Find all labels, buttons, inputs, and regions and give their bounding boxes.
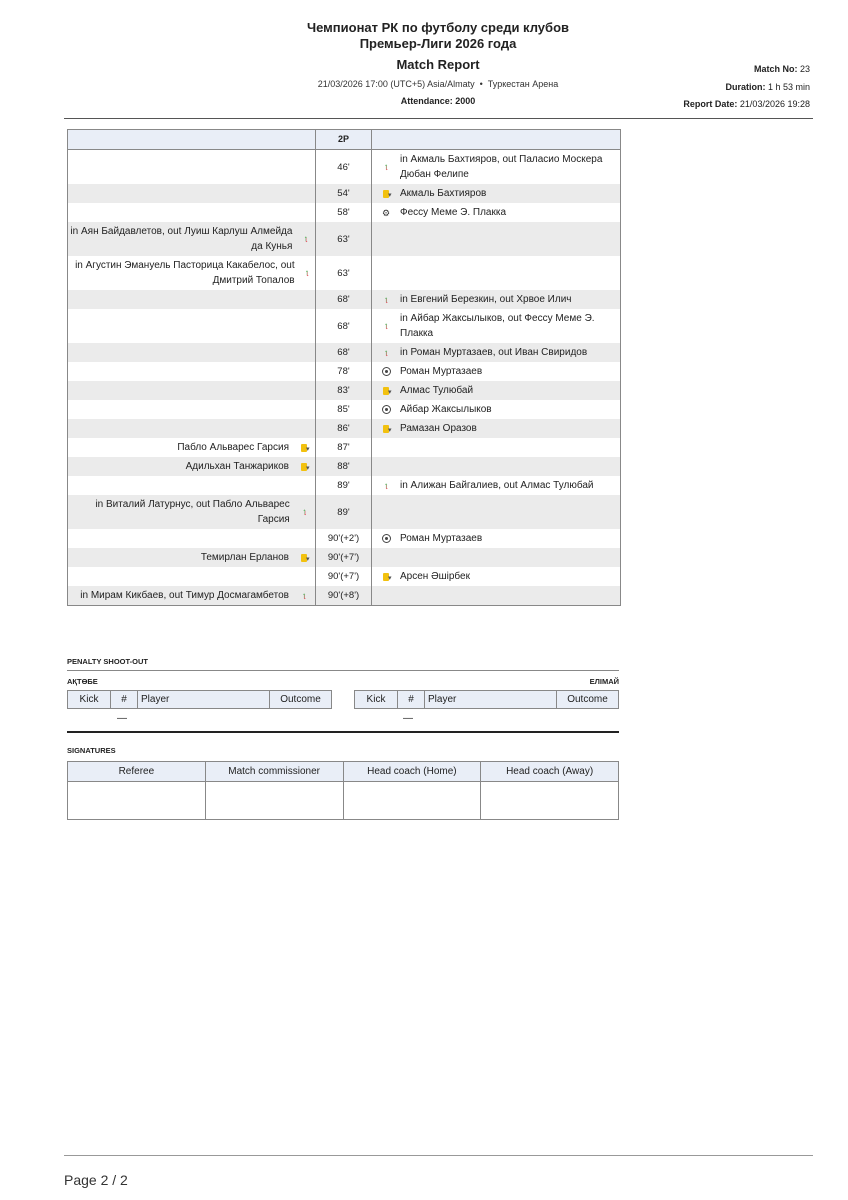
venue: Туркестан Арена — [487, 79, 559, 89]
competition-title — [238, 20, 638, 52]
event-away-cell — [372, 184, 620, 203]
event-row — [68, 548, 620, 567]
event-home-icon-slot — [296, 234, 315, 244]
event-home-icon-slot — [299, 268, 315, 278]
event-away-text: Алмас Тулюбай — [400, 385, 474, 396]
col-number: # — [398, 691, 425, 709]
event-row — [68, 529, 620, 548]
event-row — [68, 150, 620, 184]
event-home-cell — [68, 548, 315, 567]
event-row — [68, 290, 620, 309]
page-number: Page 2 / 2 — [64, 1172, 128, 1188]
substitution-icon: ↑ ↓ — [299, 507, 309, 517]
event-row — [68, 256, 620, 290]
event-away-icon-slot — [372, 425, 400, 433]
yellow-card-icon — [383, 190, 389, 198]
event-away-icon-slot — [372, 208, 400, 218]
event-away-cell — [372, 529, 620, 548]
report-subtitle: Match Report — [396, 57, 480, 72]
match-no — [754, 64, 810, 74]
event-row — [68, 381, 620, 400]
event-away-cell — [372, 495, 620, 529]
event-away-cell — [372, 476, 620, 495]
event-home-icon-slot — [293, 444, 315, 452]
attendance-label: Attendance: — [400, 96, 453, 106]
duration-value: 1 h 53 min — [767, 82, 810, 92]
event-home-icon-slot — [293, 554, 315, 562]
col-player: Player — [425, 691, 557, 709]
substitution-icon: ↑ ↓ — [301, 234, 311, 244]
event-away-text: in Алижан Байгалиев, out Алмас Тулюбай — [400, 480, 594, 491]
substitution-icon: ↑ ↓ — [381, 348, 391, 358]
event-row — [68, 438, 620, 457]
event-minute: 85' — [315, 400, 372, 419]
sig-referee-header: Referee — [68, 762, 206, 782]
event-away-icon-slot — [372, 573, 400, 581]
event-home-cell — [68, 150, 315, 184]
event-row — [68, 203, 620, 222]
substitution-icon: ↑ ↓ — [381, 162, 391, 172]
report-date-label: Report Date: — [683, 99, 738, 109]
event-minute: 90'(+2') — [315, 529, 372, 548]
separator: • — [479, 79, 483, 89]
yellow-card-icon — [383, 573, 389, 581]
event-home-text: Пабло Альварес Гарсия — [177, 442, 289, 453]
event-home-cell — [68, 309, 315, 343]
event-home-text: in Виталий Латурнус, out Пабло Альварес Гарсия — [95, 499, 290, 525]
event-away-text: Роман Муртазаев — [400, 533, 483, 544]
event-away-cell — [372, 343, 620, 362]
title-line-2: Премьер-Лиги 2026 года — [359, 36, 517, 51]
goal-icon — [382, 405, 391, 414]
sig-commissioner-header: Match commissioner — [205, 762, 343, 782]
goal-icon — [382, 534, 391, 543]
event-row — [68, 222, 620, 256]
match-events-table — [67, 129, 621, 606]
event-minute: 46' — [315, 150, 372, 184]
col-outcome: Outcome — [270, 691, 332, 709]
var-review-icon: ⚙ — [381, 207, 391, 218]
yellow-card-icon — [301, 463, 307, 471]
event-row — [68, 457, 620, 476]
event-away-cell — [372, 203, 620, 222]
event-away-text: in Акмаль Бахтияров, out Паласио Москера Дюбан Фелипе — [400, 154, 603, 180]
event-away-cell — [372, 438, 620, 457]
event-away-cell — [372, 256, 620, 290]
event-minute: 83' — [315, 381, 372, 400]
substitution-icon: ↑ ↓ — [302, 268, 312, 278]
event-home-cell — [68, 476, 315, 495]
sig-home-coach-header: Head coach (Home) — [343, 762, 481, 782]
event-home-text: Адильхан Танжариков — [185, 461, 289, 472]
match-no-value: 23 — [799, 64, 810, 74]
penalty-divider — [67, 670, 619, 671]
period-label: 2P — [315, 130, 372, 149]
goal-icon — [382, 367, 391, 376]
sig-away-coach-field — [481, 782, 619, 820]
yellow-card-icon — [383, 425, 389, 433]
event-home-icon-slot — [294, 507, 315, 517]
event-home-cell — [68, 586, 315, 605]
event-home-cell — [68, 457, 315, 476]
sig-away-coach-header: Head coach (Away) — [481, 762, 619, 782]
event-home-cell — [68, 256, 315, 290]
substitution-icon: ↑ ↓ — [381, 481, 391, 491]
event-home-cell — [68, 362, 315, 381]
substitution-icon: ↑ ↓ — [381, 295, 391, 305]
penalty-home-empty: — — [117, 713, 127, 724]
match-datetime-venue — [238, 79, 638, 89]
duration — [725, 82, 810, 92]
yellow-card-icon — [301, 554, 307, 562]
event-row — [68, 567, 620, 586]
event-away-cell — [372, 567, 620, 586]
report-header — [0, 0, 848, 120]
signatures-table — [67, 761, 619, 820]
event-minute: 63' — [315, 222, 372, 256]
event-minute: 68' — [315, 343, 372, 362]
event-minute: 58' — [315, 203, 372, 222]
event-minute: 88' — [315, 457, 372, 476]
match-datetime: 21/03/2026 17:00 (UTC+5) Asia/Almaty — [317, 79, 475, 89]
event-row — [68, 419, 620, 438]
event-home-cell — [68, 184, 315, 203]
sig-referee-field — [68, 782, 206, 820]
event-home-text: in Мирам Кикбаев, out Тимур Досмагамбетов — [80, 590, 289, 601]
col-kick: Kick — [355, 691, 398, 709]
event-away-text: in Айбар Жаксылыков, out Фессу Меме Э. Плакка — [400, 313, 595, 339]
event-away-text: Айбар Жаксылыков — [400, 404, 492, 415]
event-away-text: in Роман Муртазаев, out Иван Свиридов — [400, 347, 588, 358]
event-home-cell — [68, 203, 315, 222]
event-away-text: Арсен Әшірбек — [400, 571, 470, 582]
event-away-cell — [372, 309, 620, 343]
event-away-icon-slot — [372, 481, 400, 491]
col-number: # — [111, 691, 138, 709]
event-minute: 89' — [315, 495, 372, 529]
event-away-cell — [372, 222, 620, 256]
event-home-text: Темирлан Ерланов — [200, 552, 289, 563]
event-home-cell — [68, 529, 315, 548]
event-away-cell — [372, 586, 620, 605]
event-home-cell — [68, 222, 315, 256]
duration-label: Duration: — [725, 82, 766, 92]
penalty-home-team: АҚТӨБЕ — [67, 677, 98, 686]
match-no-label: Match No: — [753, 64, 798, 74]
event-row — [68, 309, 620, 343]
event-home-cell — [68, 381, 315, 400]
attendance-value: 2000 — [455, 96, 476, 106]
event-away-text: in Евгений Березкин, out Хрвое Илич — [400, 294, 572, 305]
event-home-icon-slot — [293, 463, 315, 471]
event-row — [68, 495, 620, 529]
event-row — [68, 400, 620, 419]
event-away-cell — [372, 419, 620, 438]
col-player: Player — [138, 691, 270, 709]
event-away-icon-slot — [372, 321, 400, 331]
event-home-cell — [68, 419, 315, 438]
event-home-cell — [68, 567, 315, 586]
col-kick: Kick — [68, 691, 111, 709]
event-away-text: Роман Муртазаев — [400, 366, 483, 377]
event-away-cell — [372, 150, 620, 184]
event-away-text: Фессу Меме Э. Плакка — [400, 207, 507, 218]
substitution-icon: ↑ ↓ — [381, 321, 391, 331]
event-row — [68, 586, 620, 605]
header-divider — [64, 118, 813, 119]
event-minute: 63' — [315, 256, 372, 290]
sig-home-coach-field — [343, 782, 481, 820]
event-home-cell — [68, 343, 315, 362]
sig-commissioner-field — [205, 782, 343, 820]
event-home-text: in Аян Байдавлетов, out Луиш Карлуш Алмейда да Кунья — [70, 226, 293, 252]
col-outcome: Outcome — [557, 691, 619, 709]
penalty-away-empty: — — [403, 713, 413, 724]
event-minute: 90'(+7') — [315, 567, 372, 586]
event-home-cell — [68, 495, 315, 529]
event-home-cell — [68, 400, 315, 419]
event-row — [68, 362, 620, 381]
penalty-section-title: PENALTY SHOOT-OUT — [67, 657, 148, 666]
event-row — [68, 184, 620, 203]
event-away-icon-slot — [372, 387, 400, 395]
event-away-icon-slot — [372, 190, 400, 198]
event-minute: 86' — [315, 419, 372, 438]
report-date — [683, 99, 810, 109]
event-home-cell — [68, 438, 315, 457]
event-home-icon-slot — [293, 591, 315, 601]
penalty-bottom-rule — [67, 731, 619, 733]
event-away-icon-slot — [372, 295, 400, 305]
substitution-icon: ↑ ↓ — [299, 591, 309, 601]
attendance — [238, 96, 638, 106]
yellow-card-icon — [383, 387, 389, 395]
event-minute: 90'(+8') — [315, 586, 372, 605]
event-rows — [68, 150, 620, 605]
event-away-cell — [372, 290, 620, 309]
event-home-text: in Агустин Эмануель Пасторица Какабелос, out Дмитрий Топалов — [75, 260, 295, 286]
event-away-text: Акмаль Бахтияров — [400, 188, 487, 199]
penalty-table-away — [354, 690, 619, 709]
event-away-icon-slot — [372, 162, 400, 172]
event-away-icon-slot — [372, 405, 400, 414]
event-minute: 89' — [315, 476, 372, 495]
event-away-cell — [372, 400, 620, 419]
event-minute: 68' — [315, 290, 372, 309]
signatures-title: SIGNATURES — [67, 746, 116, 755]
title-line-1: Чемпионат РК по футболу среди клубов — [306, 20, 569, 35]
report-date-value: 21/03/2026 19:28 — [739, 99, 810, 109]
event-away-text: Рамазан Оразов — [400, 423, 477, 434]
footer-divider — [64, 1155, 813, 1156]
event-row — [68, 343, 620, 362]
event-away-cell — [372, 457, 620, 476]
event-minute: 54' — [315, 184, 372, 203]
penalty-table-home — [67, 690, 332, 709]
events-header — [68, 129, 620, 150]
yellow-card-icon — [301, 444, 307, 452]
event-away-icon-slot — [372, 348, 400, 358]
event-away-cell — [372, 362, 620, 381]
event-away-cell — [372, 381, 620, 400]
event-away-icon-slot — [372, 534, 400, 543]
event-minute: 78' — [315, 362, 372, 381]
event-row — [68, 476, 620, 495]
event-away-cell — [372, 548, 620, 567]
event-away-icon-slot — [372, 367, 400, 376]
penalty-away-team: ЕЛІМАЙ — [589, 677, 619, 686]
event-minute: 90'(+7') — [315, 548, 372, 567]
event-minute: 68' — [315, 309, 372, 343]
event-home-cell — [68, 290, 315, 309]
event-minute: 87' — [315, 438, 372, 457]
